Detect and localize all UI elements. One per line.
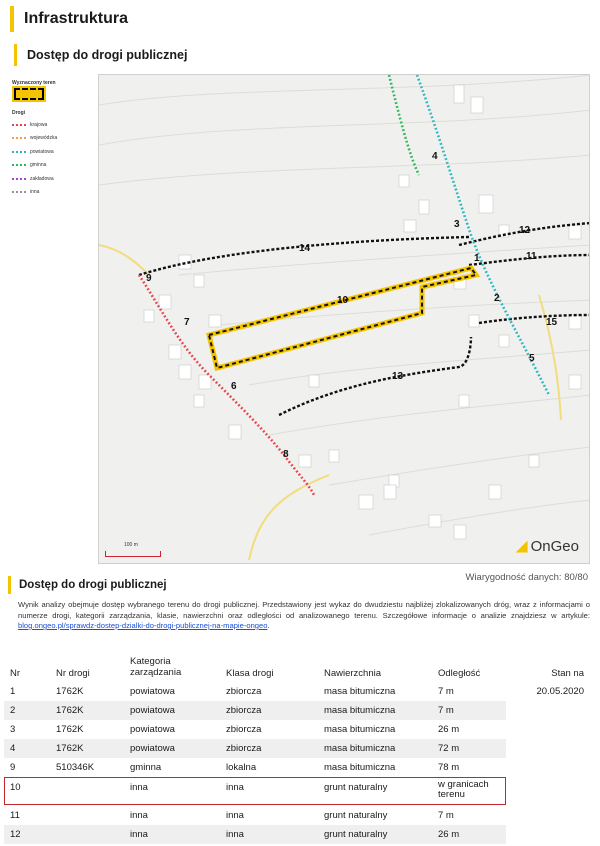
cell-distance: 72 m	[438, 743, 460, 754]
legend-road-label: zakładowa	[30, 175, 54, 182]
header-surface: Nawierzchnia	[324, 668, 382, 679]
table-row	[4, 682, 506, 701]
legend-road-krajowa	[12, 118, 92, 132]
cell-road-no: 1762K	[56, 743, 84, 754]
area-swatch-icon	[14, 88, 44, 100]
map-view[interactable]	[98, 74, 590, 564]
legend-road-label: gminna	[30, 162, 47, 169]
cell-surface: masa bitumiczna	[324, 705, 396, 716]
scale-bar	[105, 542, 161, 557]
cell-surface: masa bitumiczna	[324, 743, 396, 754]
cell-nr: 9	[10, 762, 16, 773]
header-as-of: Stan na	[551, 668, 584, 679]
cell-surface: grunt naturalny	[324, 810, 388, 821]
road-label-7: 7	[184, 317, 190, 328]
buildings	[144, 85, 581, 539]
cell-surface: masa bitumiczna	[324, 724, 396, 735]
cell-road-no: 1762K	[56, 724, 84, 735]
cell-distance: w granicach terenu	[438, 779, 489, 800]
legend-road-label: inna	[30, 189, 40, 196]
dotted-line-icon	[12, 191, 26, 193]
legend-area-title: Wyznaczony teren	[12, 80, 56, 86]
header-class: Klasa drogi	[226, 668, 274, 679]
road-gminna	[389, 75, 419, 175]
data-reliability: Wiarygodność danych: 80/80	[465, 572, 588, 583]
selected-area-outline	[209, 268, 476, 368]
legend-roads-title: Drogi	[12, 110, 26, 116]
road-label-12: 12	[519, 225, 531, 236]
road-label-15: 15	[546, 317, 558, 328]
legend-road-label: krajowa	[30, 121, 48, 128]
legend-road-wojewodzka	[12, 132, 92, 146]
analysis-description	[18, 600, 590, 632]
table-row	[4, 739, 506, 758]
scale-label: 100 m	[124, 542, 138, 548]
cell-nr: 12	[10, 829, 21, 840]
road-label-3: 3	[454, 219, 460, 230]
road-label-8: 8	[283, 449, 289, 460]
cell-class: zbiorcza	[226, 743, 262, 754]
road-label-14: 14	[299, 243, 311, 254]
cell-distance: 7 m	[438, 686, 454, 697]
legend-road-powiatowa	[12, 145, 92, 159]
cell-surface: masa bitumiczna	[324, 762, 396, 773]
header-nr: Nr	[10, 668, 21, 679]
cell-nr: 1	[10, 686, 16, 697]
description-suffix: .	[267, 621, 270, 630]
table-row-highlighted	[4, 777, 506, 805]
road-label-10: 10	[337, 295, 349, 306]
road-label-2: 2	[494, 293, 500, 304]
cell-category: powiatowa	[130, 686, 175, 697]
cell-category: powiatowa	[130, 743, 175, 754]
map-legend	[12, 80, 92, 199]
cell-distance: 7 m	[438, 705, 454, 716]
legend-road-label: wojewódzka	[30, 135, 58, 142]
dotted-line-icon	[12, 164, 26, 166]
cell-surface: masa bitumiczna	[324, 686, 396, 697]
section-title: Dostęp do drogi publicznej	[14, 44, 187, 66]
section2-title: Dostęp do drogi publicznej	[8, 576, 167, 594]
cell-category: powiatowa	[130, 724, 175, 735]
dotted-line-icon	[12, 178, 26, 180]
cell-class: zbiorcza	[226, 686, 262, 697]
header-distance: Odległość	[438, 668, 481, 679]
table-row	[4, 701, 506, 720]
dotted-line-icon	[12, 151, 26, 153]
cell-road-no: 1762K	[56, 686, 84, 697]
cell-class: zbiorcza	[226, 724, 262, 735]
table-row	[4, 806, 506, 825]
local-roads	[99, 245, 561, 560]
cell-category: inna	[130, 829, 148, 840]
road-number-labels	[146, 151, 558, 460]
cell-distance: 26 m	[438, 829, 460, 840]
header-road-no: Nr drogi	[56, 668, 90, 679]
cell-class: zbiorcza	[226, 705, 262, 716]
legend-road-inna	[12, 186, 92, 200]
cell-distance: 7 m	[438, 810, 454, 821]
road-label-1: 1	[474, 253, 480, 264]
cell-nr: 11	[10, 810, 20, 821]
description-text: Wynik analizy obejmuje dostęp wybranego terenu do drogi publicznej. Przedstawiony jest wykaz do dwudziestu najbliżej zlokalizowanych dróg, wraz z informacjami o numerze drogi, kategorii zarządzania, klasie, nawierzchni oraz odległości od analizowanego terenu. Szczegółowe informacje o analizie znajdziesz w artykule:	[18, 600, 590, 620]
article-link[interactable]: blog.ongeo.pl/sprawdz-dostep-dzialki-do-drogi-publicznej-na-mapie-ongeo	[18, 621, 268, 630]
road-label-13: 13	[392, 371, 404, 382]
ongeo-brand: OnGeo	[530, 538, 579, 555]
cell-class: inna	[226, 810, 244, 821]
cell-category: inna	[130, 782, 148, 793]
ongeo-logo-icon	[516, 541, 528, 553]
cell-surface: grunt naturalny	[324, 782, 388, 793]
table-row	[4, 825, 506, 844]
page-title: Infrastruktura	[10, 6, 128, 32]
dotted-line-icon	[12, 124, 26, 126]
cell-nr: 10	[10, 782, 21, 793]
cell-category: powiatowa	[130, 705, 175, 716]
header-category: Kategoria zarządzania	[130, 656, 182, 678]
dotted-line-icon	[12, 137, 26, 139]
table-row	[4, 720, 506, 739]
cell-class: inna	[226, 782, 244, 793]
cell-distance: 78 m	[438, 762, 460, 773]
road-label-5: 5	[529, 353, 535, 364]
road-label-9: 9	[146, 273, 152, 284]
as-of-date: 20.05.2020	[536, 686, 584, 697]
cell-class: lokalna	[226, 762, 257, 773]
cell-class: inna	[226, 829, 244, 840]
road-label-4: 4	[432, 151, 438, 162]
cell-nr: 4	[10, 743, 16, 754]
cell-road-no: 1762K	[56, 705, 84, 716]
ongeo-logo	[516, 538, 579, 555]
legend-road-label: powiatowa	[30, 148, 54, 155]
cell-category: gminna	[130, 762, 162, 773]
cell-category: inna	[130, 810, 148, 821]
table-row	[4, 758, 506, 777]
cell-road-no: 510346K	[56, 762, 95, 773]
road-label-6: 6	[231, 381, 237, 392]
map-canvas	[99, 75, 590, 564]
cell-nr: 3	[10, 724, 16, 735]
cell-surface: grunt naturalny	[324, 829, 388, 840]
legend-road-gminna	[12, 159, 92, 173]
road-label-11: 11	[526, 251, 537, 262]
cell-distance: 26 m	[438, 724, 460, 735]
legend-road-zakladowa	[12, 172, 92, 186]
cell-nr: 2	[10, 705, 16, 716]
